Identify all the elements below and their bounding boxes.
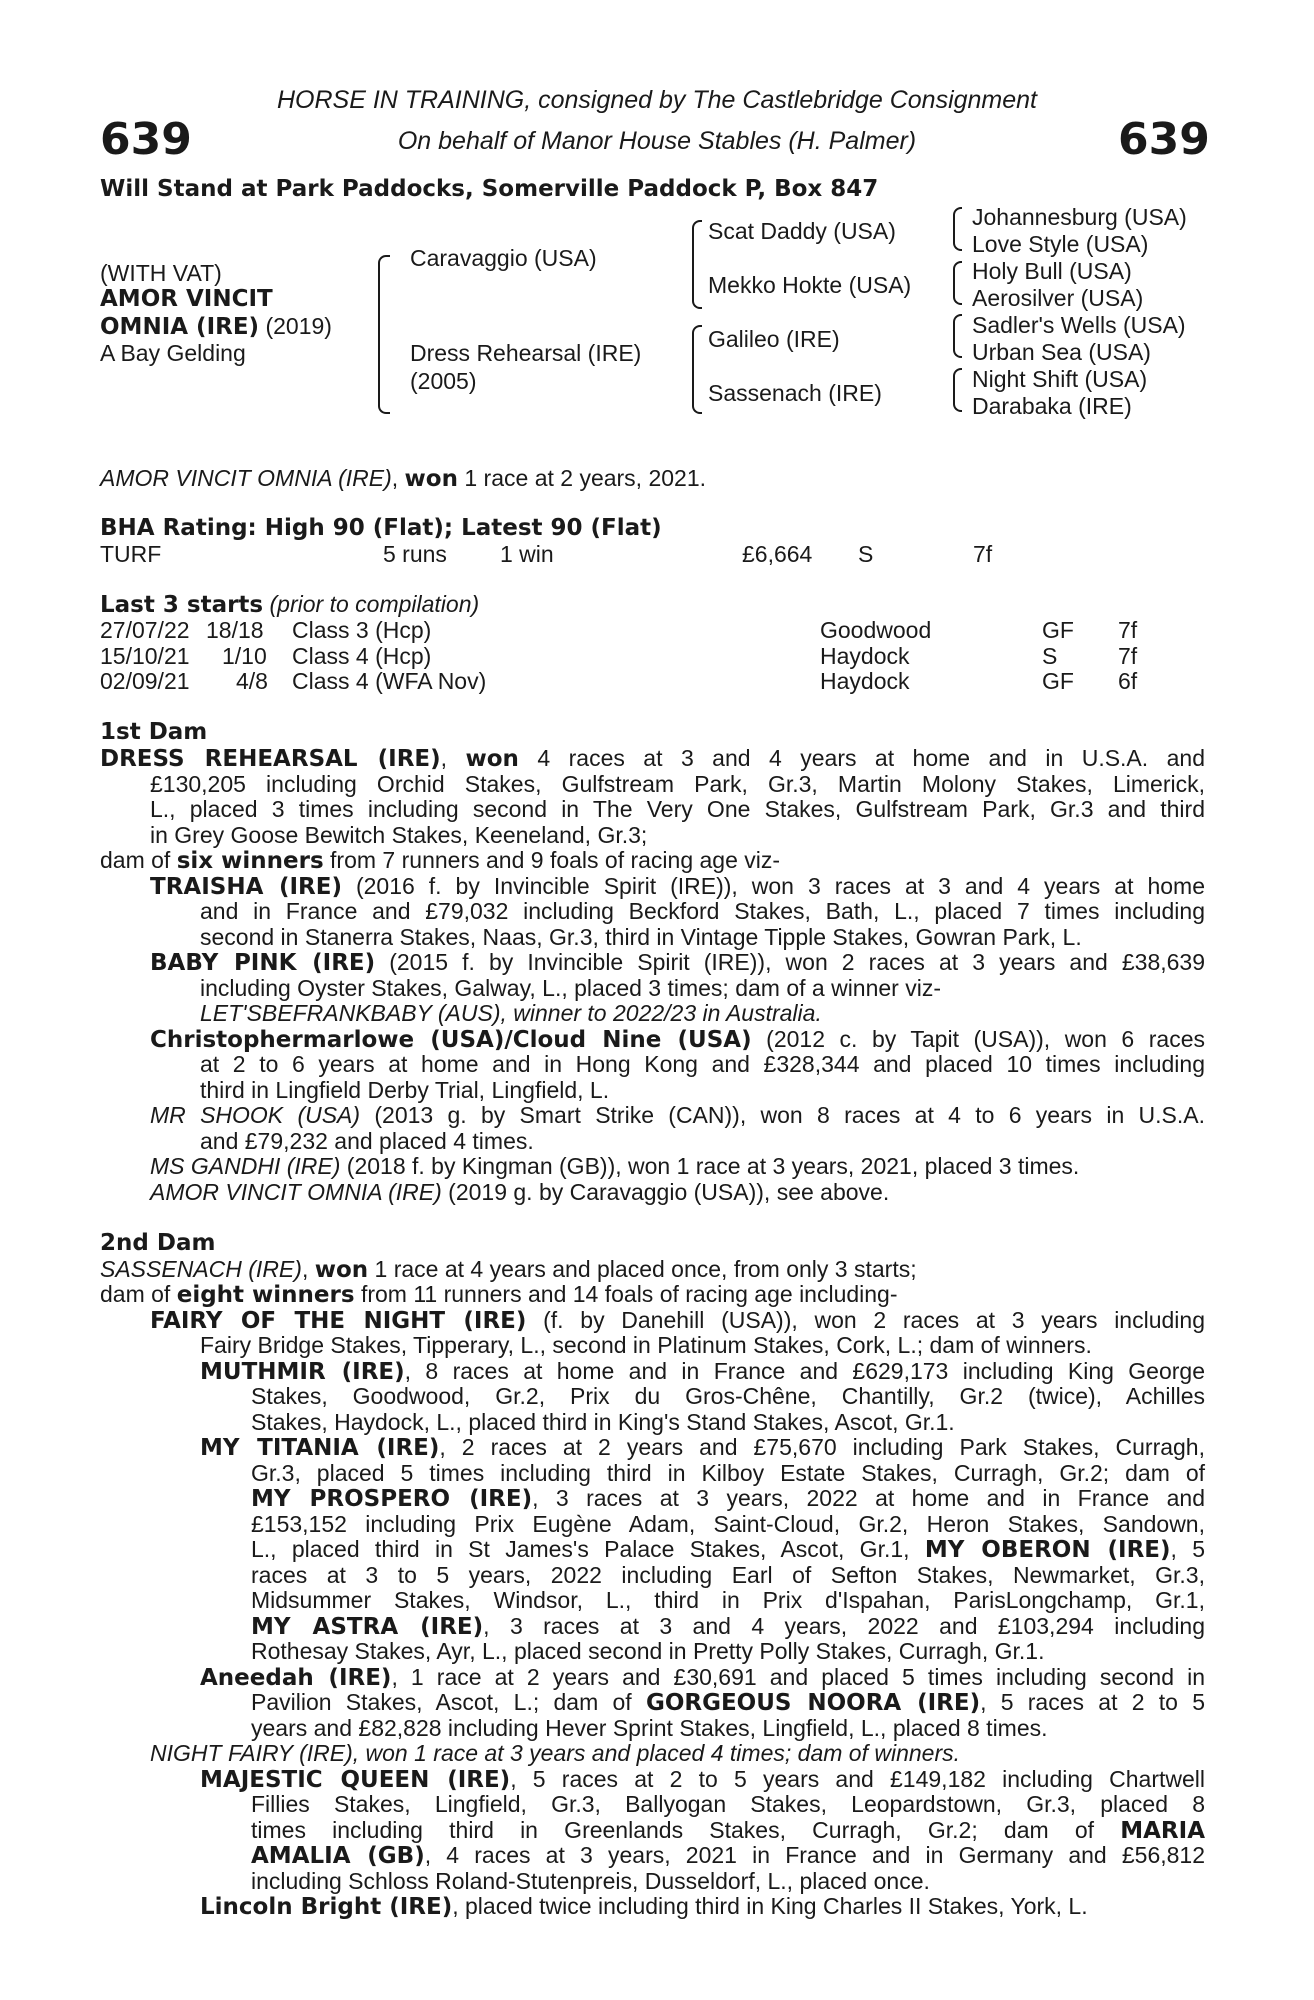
produce-line: Gr.3, placed 5 times including third in Kilboy Estate Stakes, Curragh, Gr.2; dam of [251, 1460, 1205, 1486]
first-dam-heading: 1st Dam [100, 719, 208, 745]
start-dist: 7f [1118, 643, 1138, 669]
ggparent-8: Darabaka (IRE) [972, 393, 1132, 419]
produce-line: including Oyster Stakes, Galway, L., placed 3 times; dam of a winner viz- [200, 975, 941, 1001]
produce-name: AMALIA (GB) [251, 1843, 425, 1869]
last-starts-heading [100, 593, 479, 617]
horse-name-line2 [100, 315, 332, 339]
produce-text: (2018 f. by Kingman (GB)), won 1 race at 3 years, 2021, placed 3 times. [340, 1153, 1080, 1179]
horse-description: A Bay Gelding [100, 340, 246, 366]
produce-line [251, 1538, 1205, 1562]
produce-name: AMOR VINCIT OMNIA (IRE) [150, 1179, 442, 1205]
sire-sire: Scat Daddy (USA) [708, 218, 896, 244]
ggparent-6: Urban Sea (USA) [972, 339, 1151, 365]
ggparent-5: Sadler's Wells (USA) [972, 312, 1186, 338]
pedigree-brace [953, 314, 962, 358]
produce-name: TRAISHA (IRE) [150, 874, 342, 900]
start-date: 27/07/22 [100, 617, 190, 643]
dam-year: (2005) [410, 368, 477, 394]
start-going: GF [1042, 617, 1074, 643]
produce-line: Rothesay Stakes, Ayr, L., placed second in Pretty Polly Stakes, Curragh, Gr.1. [251, 1638, 1045, 1664]
start-course: Haydock [820, 668, 910, 694]
first-dam-line2: £130,205 including Orchid Stakes, Gulfstream Park, Gr.3, Martin Molony Stakes, Limerick, [150, 771, 1205, 797]
produce-name: MY PROSPERO (IRE) [251, 1486, 533, 1512]
produce-text: , 5 races at 2 to 5 years and £149,182 including Chartwell [510, 1766, 1205, 1792]
runs: 5 runs [383, 541, 447, 567]
produce-text: , 3 races at 3 and 4 years, 2022 and £103,294 including [483, 1613, 1206, 1639]
stand-location: Will Stand at Park Paddocks, Somerville Paddock P, Box 847 [100, 176, 879, 202]
second-dam-name: SASSENACH (IRE) [100, 1256, 302, 1282]
dam-of-c: from 7 runners and 9 foals of racing age viz- [323, 847, 781, 873]
summary-won: won [404, 466, 458, 492]
start-class: Class 3 (Hcp) [292, 617, 432, 643]
distance: 7f [973, 541, 993, 567]
ggparent-7: Night Shift (USA) [972, 366, 1148, 392]
produce-traisha [150, 875, 1205, 899]
second-dam-heading: 2nd Dam [100, 1230, 216, 1256]
consignor-line: HORSE IN TRAINING, consigned by The Castlebridge Consignment [276, 86, 1038, 114]
ggparent-1: Johannesburg (USA) [972, 204, 1187, 230]
produce-line [251, 1615, 1205, 1639]
first-dam-line4: in Grey Goose Bewitch Stakes, Keeneland, Gr.3; [150, 822, 648, 848]
produce-line: including Schloss Roland-Stutenpreis, Dusseldorf, L., placed once. [251, 1868, 930, 1894]
produce-muthmir [200, 1360, 1205, 1384]
start-course: Goodwood [820, 617, 932, 643]
produce-text: (2015 f. by Invincible Spirit (IRE)), won 2 races at 3 years and £38,639 [375, 949, 1206, 975]
pedigree-brace [692, 220, 702, 309]
start-course: Haydock [820, 643, 910, 669]
produce-my-titania [200, 1436, 1205, 1460]
produce-text: (2012 c. by Tapit (USA)), won 6 races [751, 1026, 1205, 1052]
bha-rating: BHA Rating: High 90 (Flat); Latest 90 (Flat) [100, 515, 662, 541]
produce-name: MARIA [1120, 1818, 1205, 1844]
produce-name: Aneedah (IRE) [200, 1665, 392, 1691]
produce-name: Christophermarlowe (USA)/Cloud Nine (USA) [150, 1027, 752, 1053]
produce-text: , 5 [1170, 1536, 1205, 1562]
produce-line [251, 1844, 1205, 1868]
produce-line: third in Lingfield Derby Trial, Lingfield, L. [200, 1077, 610, 1103]
dam-sire: Galileo (IRE) [708, 326, 840, 352]
pedigree-brace [953, 207, 962, 251]
produce-text: (f. by Danehill (USA)), won 2 races at 3 years including [526, 1307, 1205, 1333]
sire: Caravaggio (USA) [410, 245, 597, 271]
produce-line: Stakes, Haydock, L., placed third in King's Stand Stakes, Ascot, Gr.1. [251, 1409, 955, 1435]
pedigree-brace [953, 261, 962, 305]
horse-name-2: OMNIA (IRE) [100, 314, 260, 340]
produce-lincoln-bright [200, 1895, 1088, 1919]
second-dam-won: won [314, 1257, 369, 1283]
produce-text: L., placed third in St James's Palace Stakes, Ascot, Gr.1, [251, 1536, 925, 1562]
produce-name: FAIRY OF THE NIGHT (IRE) [150, 1308, 527, 1334]
start-dist: 7f [1118, 617, 1138, 643]
produce-text: (2019 g. by Caravaggio (USA)), see above. [441, 1179, 890, 1205]
start-pos: 18/18 [206, 617, 264, 643]
pedigree-brace [378, 255, 390, 414]
surface: TURF [100, 541, 162, 567]
lot-number-right: 639 [1118, 114, 1210, 165]
produce-christophermarlowe [150, 1028, 1205, 1052]
earnings: £6,664 [742, 541, 813, 567]
produce-text: , 1 race at 2 years and £30,691 and placed 5 times including second in [391, 1664, 1205, 1690]
produce-baby-pink [150, 951, 1205, 975]
start-pos: 1/10 [222, 643, 267, 669]
horse-year: (2019) [259, 313, 332, 339]
first-dam-produce-intro [100, 849, 780, 873]
start-class: Class 4 (WFA Nov) [292, 668, 487, 694]
last-starts-label: Last 3 starts [100, 592, 264, 618]
vat-note: (WITH VAT) [100, 260, 222, 286]
produce-text: , placed twice including third in King Charles II Stakes, York, L. [452, 1893, 1088, 1919]
produce-line: £153,152 including Prix Eugène Adam, Saint-Cloud, Gr.2, Heron Stakes, Sandown, [251, 1511, 1205, 1537]
first-dam-line3: L., placed 3 times including second in The Very One Stakes, Gulfstream Park, Gr.3 and third [150, 796, 1205, 822]
summary-horse: AMOR VINCIT OMNIA (IRE) [100, 465, 392, 491]
produce-name: GORGEOUS NOORA (IRE) [645, 1690, 981, 1716]
pedigree-brace [953, 368, 962, 412]
produce-ms-gandhi [150, 1155, 1079, 1178]
produce-night-fairy: NIGHT FAIRY (IRE), won 1 race at 3 years and placed 4 times; dam of winners. [150, 1740, 960, 1766]
produce-name: MY ASTRA (IRE) [251, 1614, 484, 1640]
produce-line [251, 1487, 1205, 1511]
produce-line [251, 1819, 1205, 1843]
produce-text: times including third in Greenlands Stakes, Curragh, Gr.2; dam of [251, 1817, 1121, 1843]
horse-name-line1: AMOR VINCIT [100, 286, 273, 312]
first-dam-won: won [465, 746, 519, 772]
produce-text: , 2 races at 2 years and £75,670 including Park Stakes, Curragh, [439, 1434, 1205, 1460]
produce-fairy-of-the-night [150, 1309, 1205, 1333]
dam: Dress Rehearsal (IRE) [410, 340, 642, 366]
last-starts-note: (prior to compilation) [263, 591, 480, 617]
wins: 1 win [500, 541, 554, 567]
dam-of-c: from 11 runners and 14 foals of racing age including- [354, 1281, 898, 1307]
produce-name: MS GANDHI (IRE) [150, 1153, 341, 1179]
produce-line [251, 1691, 1205, 1715]
lot-number-left: 639 [100, 114, 192, 165]
produce-name: BABY PINK (IRE) [150, 950, 376, 976]
ggparent-4: Aerosilver (USA) [972, 285, 1144, 311]
vendor-line: On behalf of Manor House Stables (H. Palmer) [397, 127, 917, 155]
second-dam-rest: 1 race at 4 years and placed once, from only 3 starts; [368, 1256, 917, 1282]
second-dam-line1: SASSENACH (IRE), won 1 race at 4 years and placed once, from only 3 starts; [100, 1256, 917, 1283]
produce-name: MY TITANIA (IRE) [200, 1435, 440, 1461]
produce-name: MUTHMIR (IRE) [200, 1359, 405, 1385]
first-dam-name: DRESS REHEARSAL (IRE) [100, 746, 441, 772]
start-date: 15/10/21 [100, 643, 190, 669]
produce-text: , 4 races at 3 years, 2021 in France and in Germany and £56,812 [424, 1842, 1206, 1868]
produce-name: Lincoln Bright (IRE) [200, 1894, 453, 1920]
produce-amor-vincit [150, 1181, 889, 1204]
dam-of-b: eight winners [176, 1282, 355, 1308]
produce-line: at 2 to 6 years at home and in Hong Kong and £328,344 and placed 10 times including [200, 1051, 1205, 1077]
produce-text: , 3 races at 3 years, 2022 at home and in France and [532, 1485, 1205, 1511]
first-dam-line1: DRESS REHEARSAL (IRE), won 4 races at 3 and 4 years at home and in U.S.A. and [100, 745, 1205, 772]
start-going: S [1042, 643, 1058, 669]
produce-line: LET'SBEFRANKBABY (AUS), winner to 2022/23 in Australia. [200, 1000, 822, 1026]
second-dam-produce-intro [100, 1283, 898, 1307]
produce-text: Pavilion Stakes, Ascot, L.; dam of [251, 1689, 646, 1715]
produce-line: and in France and £79,032 including Beckford Stakes, Bath, L., placed 7 times including [200, 898, 1205, 924]
race-summary: AMOR VINCIT OMNIA (IRE), won 1 race at 2 years, 2021. [100, 465, 707, 492]
produce-line: Fairy Bridge Stakes, Tipperary, L., second in Platinum Stakes, Cork, L.; dam of winners. [200, 1332, 1092, 1358]
summary-rest: 1 race at 2 years, 2021. [457, 465, 707, 491]
start-class: Class 4 (Hcp) [292, 643, 432, 669]
start-date: 02/09/21 [100, 668, 190, 694]
dam-of-b: six winners [176, 848, 324, 874]
produce-text: (2013 g. by Smart Strike (CAN)), won 8 races at 4 to 6 years in U.S.A. [360, 1102, 1205, 1128]
produce-name: MAJESTIC QUEEN (IRE) [200, 1767, 511, 1793]
dam-of-a: dam of [100, 1281, 177, 1307]
produce-line: races at 3 to 5 years, 2022 including Earl of Sefton Stakes, Newmarket, Gr.3, [251, 1562, 1205, 1588]
dam-dam: Sassenach (IRE) [708, 380, 882, 406]
produce-aneedah [200, 1666, 1205, 1690]
produce-name: MY OBERON (IRE) [924, 1537, 1171, 1563]
produce-line: second in Stanerra Stakes, Naas, Gr.3, third in Vintage Tipple Stakes, Gowran Park, L. [200, 924, 1082, 950]
start-going: GF [1042, 668, 1074, 694]
going: S [858, 541, 874, 567]
produce-line: Stakes, Goodwood, Gr.2, Prix du Gros-Chêne, Chantilly, Gr.2 (twice), Achilles [251, 1383, 1205, 1409]
produce-majestic-queen [200, 1768, 1205, 1792]
produce-text: (2016 f. by Invincible Spirit (IRE)), won 3 races at 3 and 4 years at home [341, 873, 1205, 899]
produce-name: MR SHOOK (USA) [150, 1102, 361, 1128]
ggparent-2: Love Style (USA) [972, 231, 1149, 257]
dam-of-a: dam of [100, 847, 177, 873]
ggparent-3: Holy Bull (USA) [972, 258, 1132, 284]
produce-line: years and £82,828 including Hever Sprint Stakes, Lingfield, L., placed 8 times. [251, 1715, 1048, 1741]
sire-dam: Mekko Hokte (USA) [708, 272, 912, 298]
produce-line: Fillies Stakes, Lingfield, Gr.3, Ballyogan Stakes, Leopardstown, Gr.3, placed 8 [251, 1791, 1205, 1817]
produce-text: , 5 races at 2 to 5 [980, 1689, 1205, 1715]
produce-mr-shook [150, 1104, 1205, 1127]
pedigree-brace [692, 325, 702, 414]
start-pos: 4/8 [236, 668, 268, 694]
first-dam-rest: 4 races at 3 and 4 years at home and in U.S.A. and [518, 745, 1205, 771]
start-dist: 6f [1118, 668, 1138, 694]
produce-line: Midsummer Stakes, Windsor, L., third in Prix d'Ispahan, ParisLongchamp, Gr.1, [251, 1587, 1205, 1613]
produce-text: , 8 races at home and in France and £629,173 including King George [404, 1358, 1205, 1384]
produce-line: and £79,232 and placed 4 times. [200, 1128, 534, 1154]
